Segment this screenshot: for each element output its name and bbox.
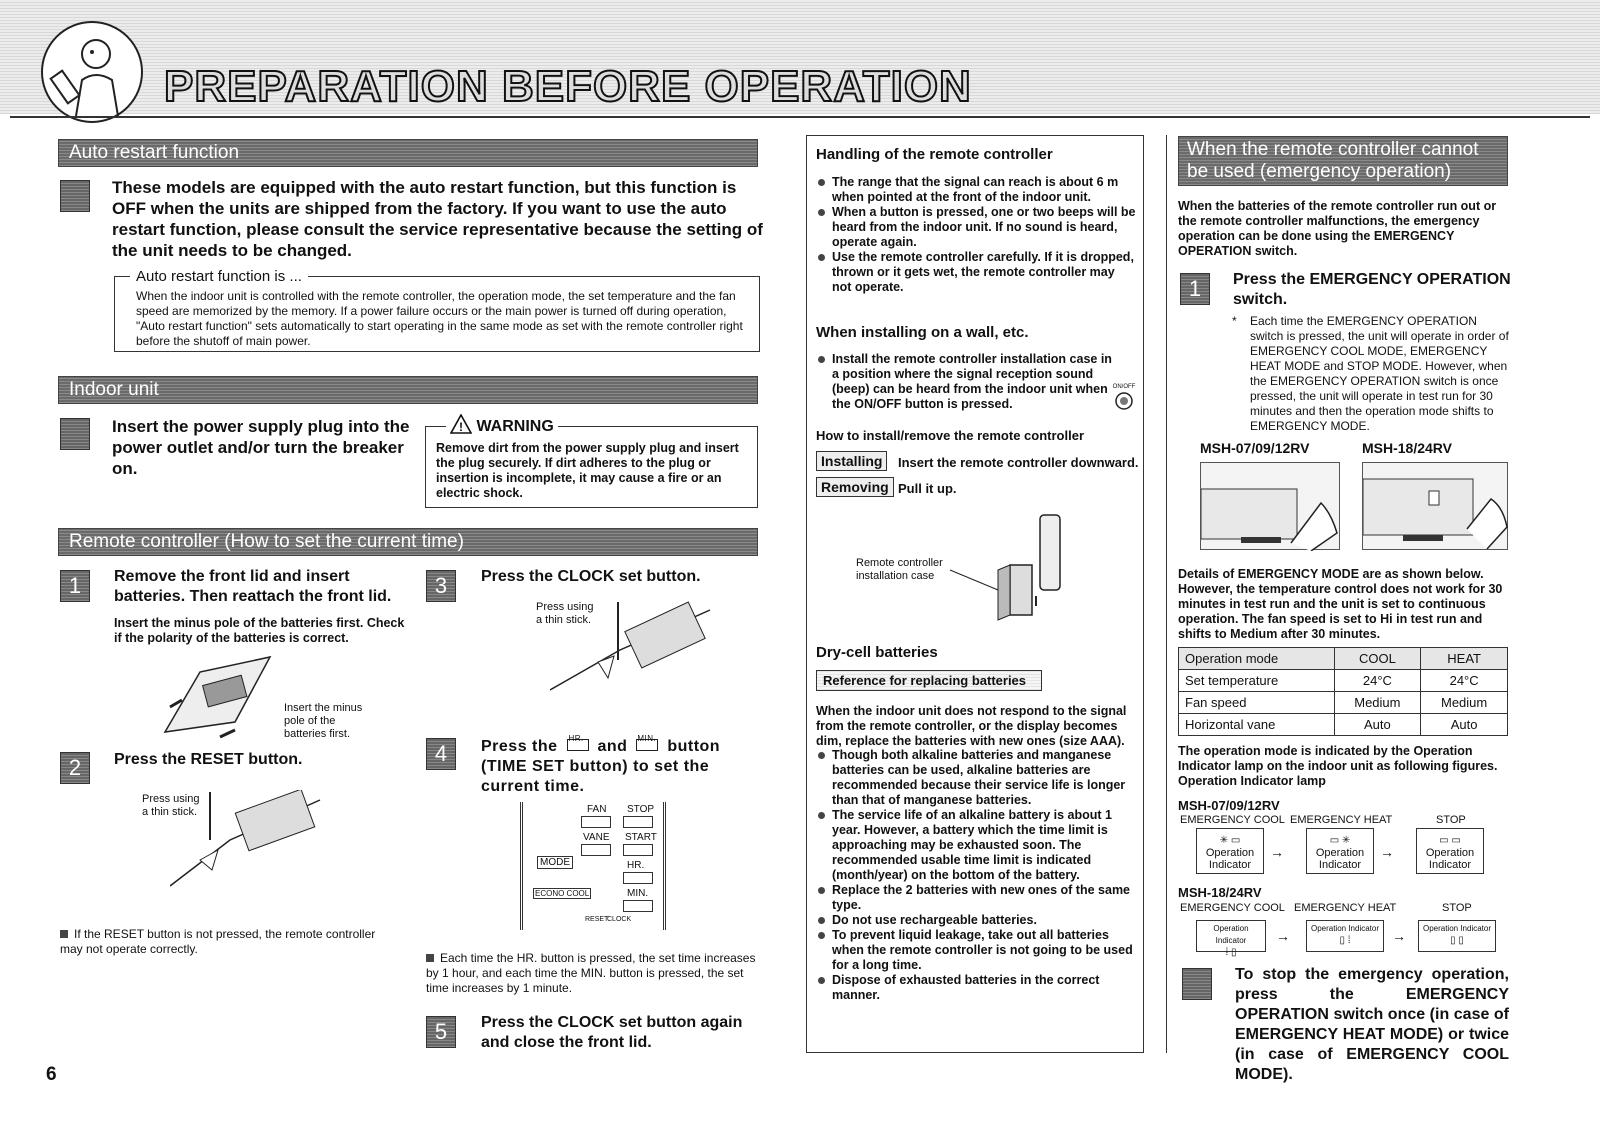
key-fan-label: FAN [587,804,607,815]
step-2-note-text: If the RESET button is not pressed, the remote controller may not operate correctly. [60,927,376,956]
step-3-number: 3 [426,570,456,602]
batteries-list [816,748,1136,1003]
table-cell: 24°C [1334,670,1421,692]
key-clock-label: CLOCK [607,916,632,923]
lamp-off-on-icon: ▭ ✳ [1329,835,1351,846]
step-4-title-b: button (TIME SET button) to set the current time. [481,738,721,795]
step-4-and: and [597,738,628,755]
key-reset-label: RESET [585,916,609,923]
state-heat-label: EMERGENCY HEAT [1294,902,1397,914]
emergency-step-1-number: 1 [1180,273,1210,305]
handling-list [816,175,1136,295]
case-label: Remote controller installation case [856,557,943,582]
step-3-fig-label: Press using a thin stick. [536,601,594,626]
table-row [1179,670,1508,692]
step-5-number: 5 [426,1016,456,1048]
batteries-intro: When the indoor unit does not respond to the signal from the remote controller, or the display becomes dim, replace the batteries with new ones (size AAA). [816,704,1127,748]
table-cell: Fan speed [1179,692,1335,714]
step-1-number: 1 [60,570,90,602]
battery-item: Dispose of exhausted batteries in the correct manner. [816,973,1136,1003]
key-vane-label: VANE [583,832,610,843]
onoff-icon [1112,383,1136,413]
operation-indicator-label: Operation Indicator [1315,847,1365,871]
key-stop-label: STOP [627,804,655,815]
handling-item: Use the remote controller carefully. If it is dropped, thrown or it gets wet, the remote controller may not operate. [816,250,1136,295]
table-cell: 24°C [1421,670,1508,692]
emergency-intro: When the batteries of the remote controller run out or the remote controller malfunctions, the emergency operation can be done using the EMERGENCY OPERATION switch. [1178,199,1497,258]
bullet-square [60,180,90,212]
wall-heading: When installing on a wall, etc. [816,324,1029,341]
model-b-label: MSH-18/24RV [1362,440,1453,456]
battery-figure [160,652,280,748]
hr-button-icon [567,734,589,751]
lamp-on-off-icon: ✳ ▭ [1219,835,1241,846]
bullet-square [60,418,90,450]
step-2-title: Press the RESET button. [114,751,303,768]
table-cell: Medium [1334,692,1421,714]
installing-tag: Installing [816,451,887,471]
table-cell: Auto [1334,714,1421,736]
operation-indicator-label: Operation Indicator [1310,924,1380,933]
reset-figure [170,790,330,896]
table-header-cell: Operation mode [1179,648,1335,670]
wall-list [816,352,1112,412]
table-cell: Set temperature [1179,670,1335,692]
handling-heading: Handling of the remote controller [816,146,1053,163]
indicator-stop-b [1418,920,1496,952]
emergency-details: Details of EMERGENCY MODE are as shown below. However, the temperature control does not work for 30 minutes in test run and the unit is set to continuous operation. The fan speed is set to Hi in test run and shifts to Medium after 30 minutes. [1178,567,1503,641]
keypad-figure [520,802,666,930]
table-row [1179,692,1508,714]
handling-item: When a button is pressed, one or two beeps will be heard from the indoor unit. If no sound is heard, operate again. [816,205,1136,250]
handling-item: The range that the signal can reach is about 6 m when pointed at the front of the indoor unit. [816,175,1136,205]
indicator-heat-a [1306,828,1374,874]
onoff-label: ON/OFF [1112,384,1136,390]
table-row [1179,714,1508,736]
arrow-right-icon: → [1276,928,1290,944]
bullet-square [1182,968,1212,1000]
battery-figure-label: Insert the minus pole of the batteries first. [284,702,363,740]
key-mode-label: MODE [537,856,573,869]
unit-a-figure [1200,462,1340,550]
min-button-label: MIN. [637,734,657,743]
battery-item: The service life of an alkaline battery is about 1 year. However, a battery which the time limit is approaching may be exhausted soon. The recommended usable time limit is indicated (month/year) on the bottom of the battery. [816,808,1136,883]
page-title: PREPARATION BEFORE OPERATION [164,62,972,111]
warning-icon [450,414,472,434]
arrow-right-icon: → [1392,928,1406,944]
indicator-label: Operation Indicator lamp [1178,774,1326,788]
section-heading-remote-controller: Remote controller (How to set the current time) [58,528,758,556]
operation-indicator-label: Operation Indicator [1425,847,1475,871]
section-heading-emergency: When the remote controller cannot be used (emergency operation) [1178,136,1508,186]
mascot-icon [36,20,148,124]
page-number: 6 [46,1064,57,1085]
lamp-off-on-icon: ▯ ⁞ [1339,935,1351,946]
model-a-label: MSH-07/09/12RV [1200,440,1310,456]
step-4-title-a: Press the [481,738,558,755]
removing-text: Pull it up. [898,481,957,496]
removing-tag: Removing [816,477,894,497]
indicator-stop-a [1416,828,1484,874]
key-min-label: MIN. [627,888,649,899]
state-cool-label: EMERGENCY COOL [1180,814,1285,826]
installing-text: Insert the remote controller downward. [898,455,1139,470]
table-header-cell: HEAT [1421,648,1508,670]
key-econo-label: ECONO COOL [535,889,590,898]
emergency-stop-text: To stop the emergency operation, press the EMERGENCY OPERATION switch once (in case of EMERGENCY HEAT MODE) or twice (in case of EMERGENCY COOL MODE). [1235,966,1509,1083]
clock-figure [550,600,720,704]
batteries-heading: Dry-cell batteries [816,644,938,661]
emergency-step-1-note: * Each time the EMERGENCY OPERATION switch is pressed, the unit will operate in order of EMERGENCY COOL MODE, EMERGENCY HEAT MODE and STOP MODE. However, when the EMERGENCY OPERATION switch is once pressed, the unit will operate in test run for 30 minutes and then the operation mode shifts to EMERGENCY MODE. [1232,314,1509,433]
table-cell: Horizontal vane [1179,714,1335,736]
install-heading: How to install/remove the remote controller [816,428,1084,443]
column-divider [1166,135,1167,1053]
operation-indicator-label: Operation Indicator [1422,924,1492,933]
header-rule [10,116,1590,118]
key-start-label: START [625,832,657,843]
arrow-right-icon: → [1270,844,1284,860]
step-4-note-text: Each time the HR. button is pressed, the set time increases by 1 hour, and each time the MIN. button is pressed, the set time increases by 1 minute. [426,951,756,995]
battery-item: Though both alkaline batteries and manganese batteries can be used, alkaline batteries are recommended because their service life is longer than that of manganese batteries. [816,748,1136,808]
section-heading-indoor-unit: Indoor unit [58,376,758,404]
operation-indicator-label: Operation Indicator [1213,924,1249,945]
warning-title [446,414,558,436]
emergency-step-1-note-text: Each time the EMERGENCY OPERATION switch is pressed, the unit will operate in order of EMERGENCY COOL MODE, EMERGENCY HEAT MODE and STOP MODE. However, when the EMERGENCY OPERATION switch is once pressed, the unit will operate in test run for 30 minutes and then the operation mode shifts to EMERGENCY MODE. [1250,314,1509,433]
min-button-icon [636,734,658,751]
auto-restart-box-title: Auto restart function is ... [130,268,308,285]
emergency-step-1-title: Press the EMERGENCY OPERATION switch. [1233,271,1511,308]
indicator-heat-b [1306,920,1384,952]
step-1-sub: Insert the minus pole of the batteries first. Check if the polarity of the batteries is correct. [114,616,405,645]
step-2-number: 2 [60,752,90,784]
indicator-cool-a [1196,828,1264,874]
table-header-row [1179,648,1508,670]
step-4-title [481,734,763,797]
installation-case-figure [940,510,1080,630]
warning-text: Remove dirt from the power supply plug and insert the plug securely. If dirt adheres to the plug or insertion is incomplete, it may cause a fire or an electric shock. [436,441,739,500]
battery-item: Do not use rechargeable batteries. [816,913,1136,928]
unit-b-figure [1362,462,1508,550]
state-heat-label: EMERGENCY HEAT [1290,814,1393,826]
indoor-unit-text: Insert the power supply plug into the power outlet and/or turn the breaker on. [112,417,410,478]
operation-indicator-label: Operation Indicator [1205,847,1255,871]
auto-restart-text: These models are equipped with the auto restart function, but this function is OFF when the units are shipped from the factory. If you want to use the auto restart function, please consult the service representative because the setting of the unit needs to be changed. [112,178,763,260]
warning-label: WARNING [476,418,554,435]
batteries-ref-tag: Reference for replacing batteries [816,670,1042,691]
lamp-off-off-icon: ▯ ▯ [1450,935,1464,946]
table-cell: Auto [1421,714,1508,736]
step-4-note [426,951,762,996]
battery-item: Replace the 2 batteries with new ones of the same type. [816,883,1136,913]
key-hr-label: HR. [627,860,645,871]
arrow-right-icon: → [1380,844,1394,860]
hr-button-label: HR. [568,734,584,743]
state-stop-label: STOP [1436,814,1466,826]
indicator-model-a: MSH-07/09/12RV [1178,798,1280,813]
wall-item: Install the remote controller installation case in a position where the signal reception sound (beep) can be heard from the indoor unit when the ON/OFF button is pressed. [816,352,1112,412]
indicator-text: The operation mode is indicated by the Operation Indicator lamp on the indoor unit as following figures. [1178,744,1498,773]
battery-item: To prevent liquid leakage, take out all batteries when the remote controller is not going to be used for a long time. [816,928,1136,973]
lamp-off-off-icon: ▭ ▭ [1439,835,1461,846]
step-3-title: Press the CLOCK set button. [481,568,701,585]
state-stop-label: STOP [1442,902,1472,914]
section-heading-auto-restart: Auto restart function [58,139,758,167]
indicator-model-b: MSH-18/24RV [1178,885,1262,900]
lamp-on-off-icon: ⁞ ▯ [1225,947,1237,958]
state-cool-label: EMERGENCY COOL [1180,902,1285,914]
step-4-number: 4 [426,738,456,770]
step-2-fig-label: Press using a thin stick. [142,793,200,818]
step-5-title: Press the CLOCK set button again and close the front lid. [481,1014,743,1051]
emergency-mode-table [1178,647,1508,736]
step-2-note [60,927,400,957]
svg-text:!: ! [459,420,463,434]
indicator-cool-b [1196,920,1266,958]
table-header-cell: COOL [1334,648,1421,670]
step-1-title: Remove the front lid and insert batteries. Then reattach the front lid. [114,568,392,605]
table-cell: Medium [1421,692,1508,714]
auto-restart-box-text: When the indoor unit is controlled with the remote controller, the operation mode, the set temperature and the fan speed are memorized by the memory. If a power failure occurs or the main power is turned off during operation, "Auto restart function" sets automatically to start operating in the same mode as set with the remote controller right before the shutoff of main power. [136,289,743,348]
